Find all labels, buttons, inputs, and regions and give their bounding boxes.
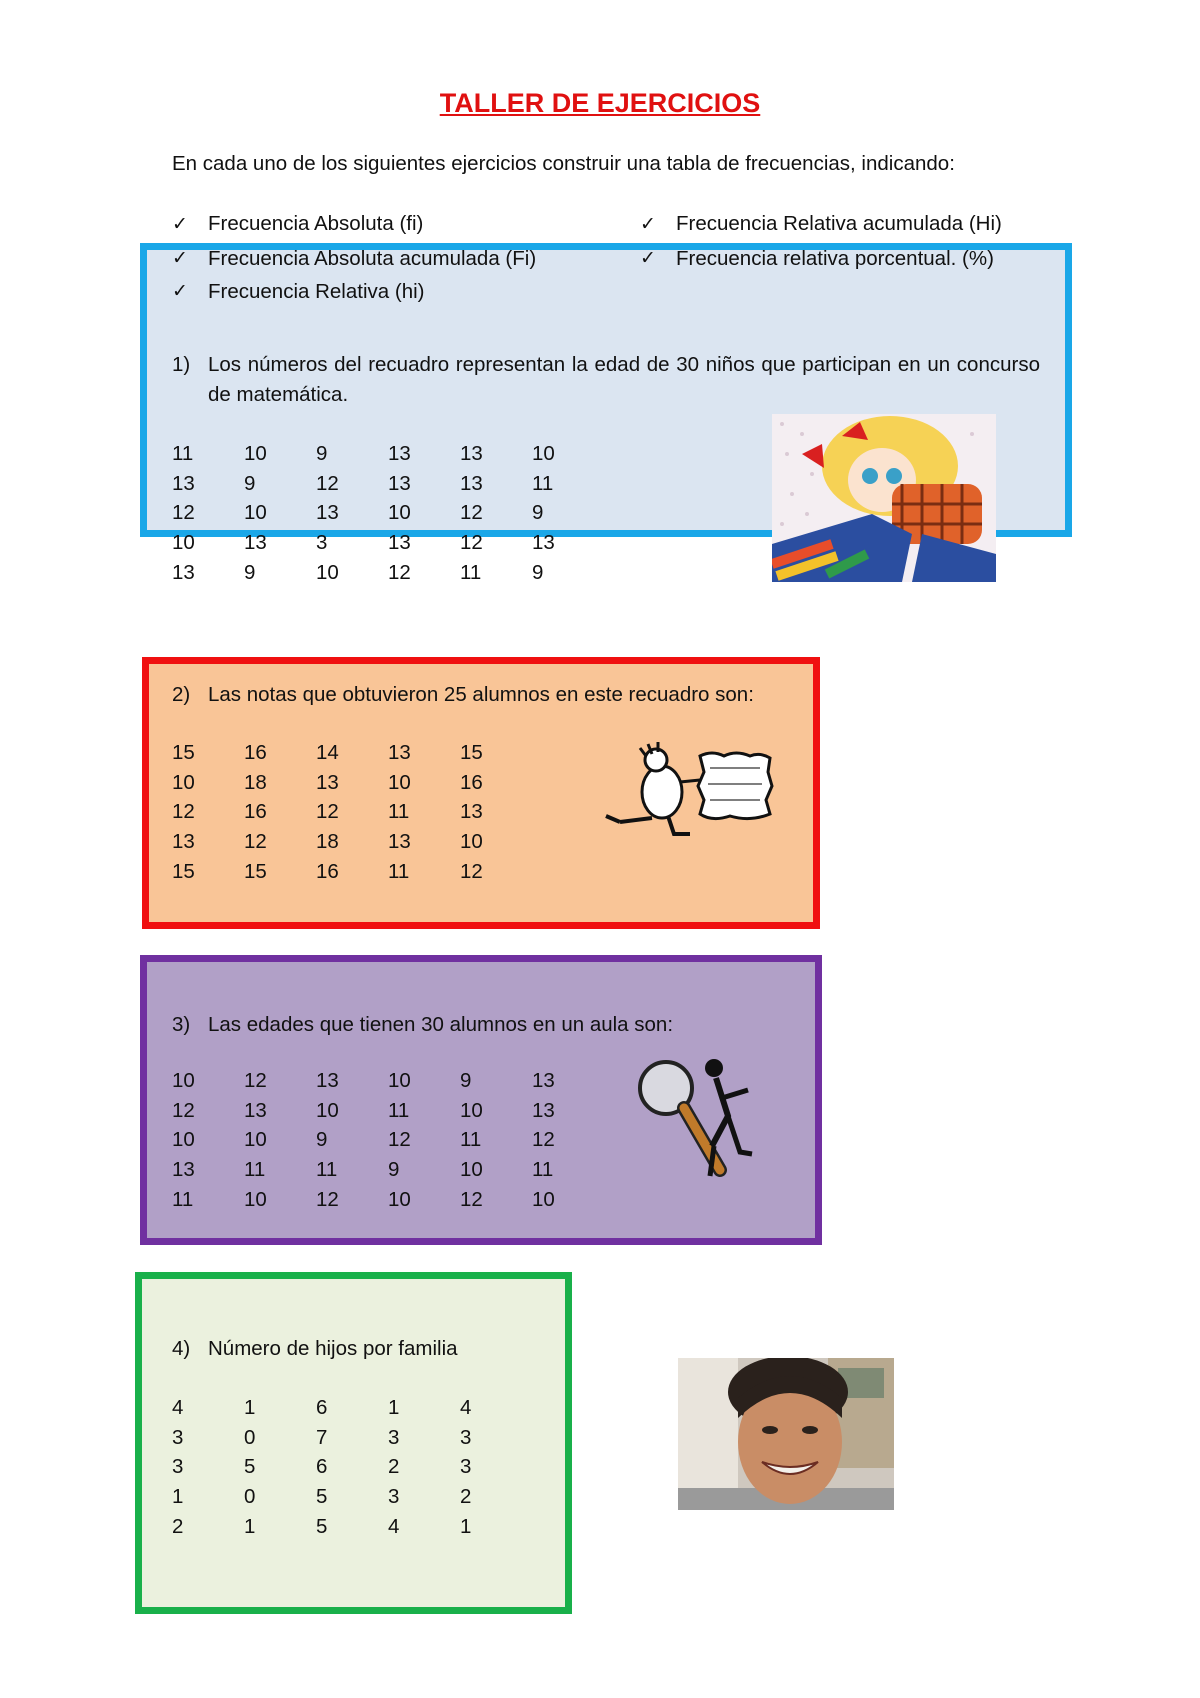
data-cell: 16: [316, 859, 339, 883]
data-cell: 12: [172, 800, 195, 824]
exercise-3-text: Las edades que tienen 30 alumnos en un aula son:: [208, 1013, 674, 1036]
data-cell: 4: [172, 1396, 184, 1419]
data-cell: 15: [172, 859, 195, 883]
data-cell: 10: [316, 1098, 339, 1122]
data-cell: 10: [172, 1128, 195, 1152]
data-cell: 5: [316, 1485, 328, 1509]
data-cell: 13: [244, 531, 267, 555]
data-cell: 10: [388, 1069, 411, 1092]
checklist-label: Frecuencia relativa porcentual. (%): [676, 246, 994, 270]
data-cell: 18: [244, 770, 267, 794]
data-cell: 1: [244, 1514, 256, 1538]
data-cell: 9: [388, 1158, 400, 1182]
data-cell: 12: [460, 1187, 483, 1211]
data-cell: 11: [460, 560, 482, 584]
data-cell: 16: [244, 800, 267, 824]
check-icon: ✓: [172, 213, 188, 235]
data-cell: 2: [388, 1455, 400, 1479]
data-cell: 11: [388, 800, 410, 824]
data-cell: 11: [244, 1158, 266, 1182]
data-cell: 12: [460, 501, 483, 525]
data-cell: 1: [244, 1396, 256, 1419]
data-cell: 13: [460, 442, 483, 465]
data-cell: 10: [172, 1069, 195, 1092]
data-cell: 13: [316, 1069, 339, 1092]
check-icon: ✓: [640, 213, 656, 235]
data-cell: 9: [244, 560, 256, 584]
data-cell: 12: [172, 1098, 195, 1122]
data-cell: 10: [244, 1187, 267, 1211]
data-cell: 15: [460, 741, 483, 764]
exercise-3-prompt: [172, 1010, 673, 1040]
data-cell: 9: [532, 501, 544, 525]
data-cell: 10: [244, 442, 267, 465]
data-cell: 12: [244, 830, 267, 854]
data-cell: 11: [460, 1128, 482, 1152]
data-cell: 10: [532, 1187, 555, 1211]
data-cell: 7: [316, 1425, 328, 1449]
data-cell: 11: [388, 1098, 410, 1122]
data-cell: 13: [388, 531, 411, 555]
data-cell: 12: [388, 1128, 411, 1152]
data-cell: 1: [172, 1485, 184, 1509]
data-cell: 12: [460, 859, 483, 883]
data-cell: 10: [172, 531, 195, 555]
data-cell: 12: [532, 1128, 555, 1152]
exercise-1-prompt: [172, 350, 1040, 410]
data-cell: 13: [532, 1098, 555, 1122]
data-cell: 13: [172, 1158, 195, 1182]
data-cell: 10: [388, 501, 411, 525]
data-cell: 18: [316, 830, 339, 854]
checklist-right: [640, 206, 1002, 275]
intro-text: En cada uno de los siguientes ejercicios construir una tabla de frecuencias, indicando:: [172, 152, 955, 175]
exercise-3-number: 3): [172, 1013, 191, 1036]
checklist-label: Frecuencia Relativa acumulada (Hi): [676, 212, 1002, 235]
data-cell: 1: [388, 1396, 400, 1419]
data-cell: 3: [172, 1425, 184, 1449]
data-cell: 11: [172, 442, 194, 465]
data-cell: 10: [532, 442, 555, 465]
data-cell: 3: [460, 1425, 472, 1449]
page-title: TALLER DE EJERCICIOS: [439, 88, 761, 118]
data-cell: 10: [460, 1158, 483, 1182]
girl-illustration-icon: [772, 414, 996, 582]
checklist-item: [172, 242, 536, 275]
data-cell: 13: [460, 471, 483, 495]
checklist-item: [172, 206, 536, 242]
exercise-4-number: 4): [172, 1337, 191, 1360]
data-cell: 4: [388, 1514, 400, 1538]
data-cell: 11: [316, 1158, 338, 1182]
data-cell: 12: [316, 1187, 339, 1211]
exercise-2-text: Las notas que obtuvieron 25 alumnos en este recuadro son:: [208, 683, 754, 706]
data-cell: 9: [316, 442, 328, 465]
checklist-item: [640, 206, 1002, 242]
data-cell: 9: [460, 1069, 472, 1092]
data-cell: 16: [460, 770, 483, 794]
data-cell: 11: [172, 1187, 194, 1211]
data-cell: 13: [388, 741, 411, 764]
data-cell: 15: [244, 859, 267, 883]
exercise-1-data: [172, 439, 604, 587]
data-cell: 13: [172, 471, 195, 495]
data-cell: 10: [316, 560, 339, 584]
exercise-4-prompt: [172, 1334, 458, 1364]
data-cell: 10: [460, 830, 483, 854]
data-cell: 13: [172, 560, 195, 584]
data-cell: 5: [244, 1455, 256, 1479]
exercise-4-data: [172, 1393, 532, 1541]
data-cell: 9: [316, 1128, 328, 1152]
data-cell: 3: [316, 531, 328, 555]
exercise-1-text: Los números del recuadro representan la edad de 30 niños que participan en un concurso de matemática.: [208, 353, 1040, 406]
checklist-label: Frecuencia Absoluta acumulada (Fi): [208, 246, 537, 270]
data-cell: 13: [316, 770, 339, 794]
checklist-label: Frecuencia Relativa (hi): [208, 279, 425, 303]
data-cell: 10: [388, 1187, 411, 1211]
data-cell: 15: [172, 741, 195, 764]
checklist-item: [172, 275, 536, 308]
data-cell: 13: [532, 1069, 555, 1092]
data-cell: 12: [316, 471, 339, 495]
data-cell: 12: [316, 800, 339, 824]
checklist-label: Frecuencia Absoluta (fi): [208, 212, 424, 235]
data-cell: 11: [532, 471, 554, 495]
data-cell: 13: [388, 830, 411, 854]
data-cell: 0: [244, 1485, 256, 1509]
data-cell: 2: [172, 1514, 184, 1538]
data-cell: 3: [172, 1455, 184, 1479]
exercise-2-prompt: [172, 680, 754, 710]
checklist-left: [172, 206, 536, 308]
data-cell: 1: [460, 1514, 472, 1538]
checklist-item: [640, 242, 1002, 275]
data-cell: 4: [460, 1396, 472, 1419]
data-cell: 13: [316, 501, 339, 525]
exercise-1-number: 1): [172, 353, 191, 376]
check-icon: ✓: [172, 281, 188, 302]
data-cell: 5: [316, 1514, 328, 1538]
data-cell: 10: [388, 770, 411, 794]
data-cell: 12: [172, 501, 195, 525]
check-icon: ✓: [172, 248, 188, 269]
data-cell: 16: [244, 741, 267, 764]
data-cell: 12: [388, 560, 411, 584]
data-cell: 2: [460, 1485, 472, 1509]
data-cell: 10: [460, 1098, 483, 1122]
woman-photo-icon: [678, 1358, 894, 1510]
data-cell: 12: [460, 531, 483, 555]
check-icon: ✓: [640, 248, 656, 269]
magnifying-glass-icon: [636, 1054, 766, 1184]
running-paper-icon: [600, 742, 780, 838]
data-cell: 10: [244, 1128, 267, 1152]
data-cell: 13: [244, 1098, 267, 1122]
data-cell: 10: [244, 501, 267, 525]
data-cell: 13: [460, 800, 483, 824]
data-cell: 12: [244, 1069, 267, 1092]
data-cell: 3: [460, 1455, 472, 1479]
data-cell: 13: [388, 442, 411, 465]
exercise-2-number: 2): [172, 683, 191, 706]
data-cell: 9: [532, 560, 544, 584]
data-cell: 6: [316, 1455, 328, 1479]
data-cell: 11: [532, 1158, 554, 1182]
data-cell: 10: [172, 770, 195, 794]
data-cell: 14: [316, 741, 339, 764]
data-cell: 3: [388, 1425, 400, 1449]
data-cell: 11: [388, 859, 410, 883]
data-cell: 9: [244, 471, 256, 495]
data-cell: 13: [172, 830, 195, 854]
data-cell: 0: [244, 1425, 256, 1449]
data-cell: 3: [388, 1485, 400, 1509]
data-cell: 13: [388, 471, 411, 495]
exercise-2-data: [172, 738, 532, 886]
data-cell: 6: [316, 1396, 328, 1419]
data-cell: 13: [532, 531, 555, 555]
exercise-3-data: [172, 1066, 604, 1214]
exercise-4-text: Número de hijos por familia: [208, 1337, 458, 1360]
